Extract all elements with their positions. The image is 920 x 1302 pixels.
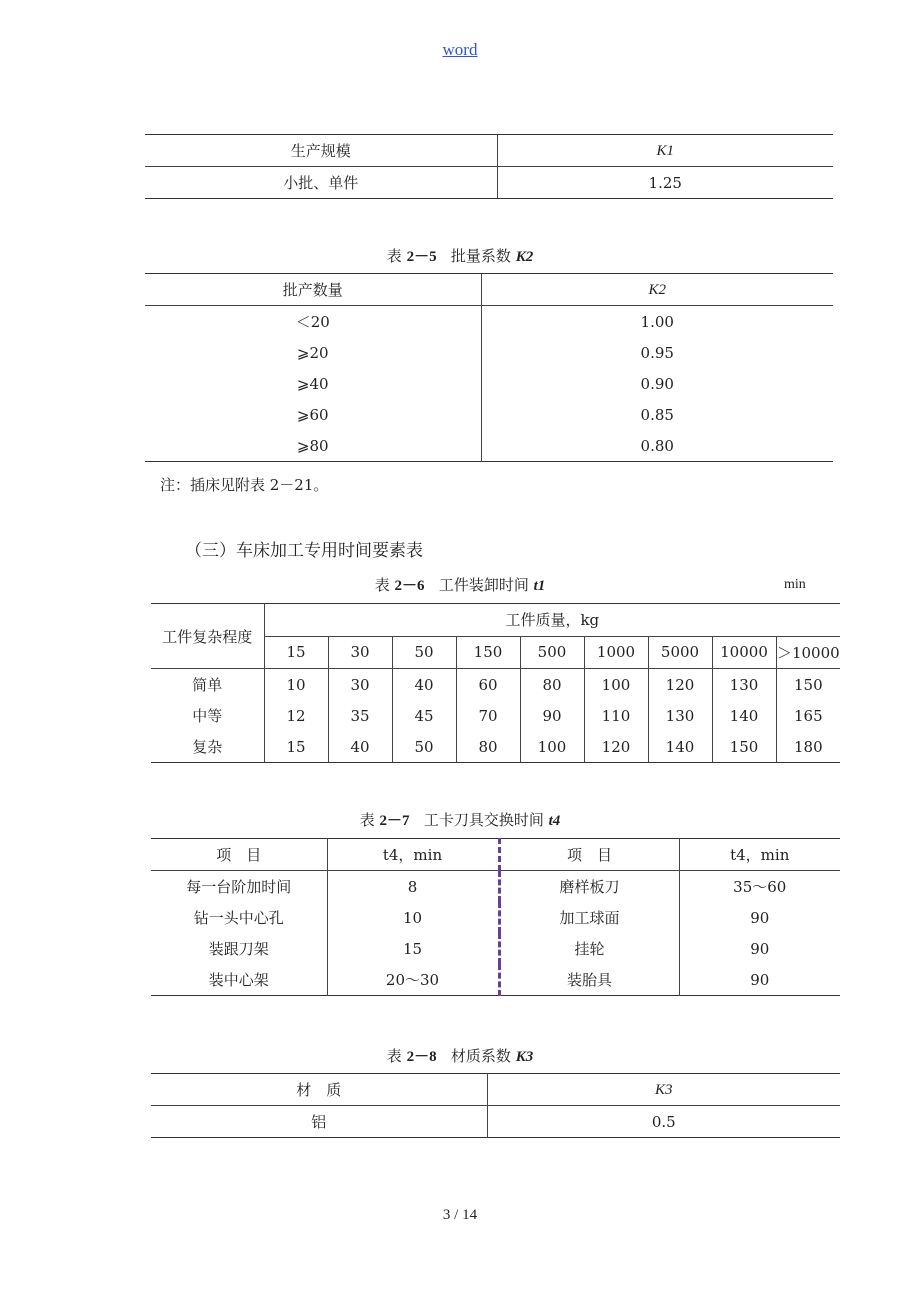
table-cell: ⩾60 (296, 405, 329, 424)
table-cell: 0.80 (481, 430, 833, 462)
weight-cell: ＞10000 (776, 636, 840, 669)
table-row (151, 871, 840, 903)
table-cell: 120 (648, 669, 712, 701)
table-cell: 180 (776, 731, 840, 763)
table-row (145, 337, 833, 368)
caption-variable: t1 (533, 578, 546, 594)
table-cell: 20～30 (327, 964, 499, 996)
header-cell: 批产数量 (282, 281, 343, 299)
page-header (0, 40, 920, 60)
table-cell: ＜20 (145, 306, 481, 338)
table-cell: 40 (392, 669, 456, 701)
weight-cell: 50 (392, 636, 456, 669)
table-row (151, 1106, 840, 1138)
table-header-row (151, 1074, 840, 1106)
header-cell: t4，min (679, 839, 840, 871)
table-cell: 70 (456, 700, 520, 731)
caption-table-2-8 (0, 1045, 920, 1066)
table-row (145, 430, 833, 462)
table-note: 注：插床见附表 2－21。 (160, 476, 329, 494)
row-label: 复杂 (192, 738, 223, 756)
caption-prefix: 表 (374, 576, 390, 594)
table-cell: 15 (327, 933, 499, 964)
table-header-row (151, 604, 840, 637)
table-cell: 80 (520, 669, 584, 701)
row-header-cell: 工件复杂程度 (162, 627, 253, 646)
table-2-7 (151, 838, 840, 996)
caption-number: 2－6 (394, 578, 425, 594)
caption-variable: K2 (515, 249, 534, 265)
table-cell: 80 (456, 731, 520, 763)
table-cell: 90 (679, 933, 840, 964)
caption-text: 工件装卸时间 (438, 576, 529, 594)
table-row (151, 964, 840, 996)
table-cell: 10 (327, 902, 499, 933)
caption-text: 材质系数 (450, 1047, 511, 1065)
row-label: 简单 (151, 669, 264, 701)
table-cell: ⩾40 (296, 374, 329, 393)
table-cell: 100 (584, 669, 648, 701)
table-cell: 130 (648, 700, 712, 731)
table-cell: 90 (679, 964, 840, 996)
table-cell: 40 (328, 731, 392, 763)
row-label: 中等 (192, 707, 223, 725)
table-row (151, 731, 840, 763)
table-header-row (145, 135, 833, 167)
table-cell: 8 (327, 871, 499, 903)
k2-symbol: K2 (648, 282, 666, 298)
table-cell: 150 (712, 731, 776, 763)
table-cell: 140 (648, 731, 712, 763)
table-cell: 12 (264, 700, 328, 731)
table-cell: 加工球面 (499, 902, 679, 933)
table-cell: 0.95 (481, 337, 833, 368)
caption-text: 工卡刀具交换时间 (423, 811, 544, 829)
table-cell: 60 (456, 669, 520, 701)
caption-prefix: 表 (386, 247, 402, 265)
table-cell: 钻一头中心孔 (193, 909, 284, 927)
weight-cell: 500 (520, 636, 584, 669)
table-k1 (145, 134, 833, 199)
table-cell: 每一台阶加时间 (151, 871, 327, 903)
table-cell: 110 (584, 700, 648, 731)
header-link[interactable]: word (442, 40, 478, 59)
header-cell (487, 1074, 840, 1106)
table-cell: 50 (392, 731, 456, 763)
table-row (151, 933, 840, 964)
header-cell: 项 目 (216, 846, 262, 864)
k1-symbol: K1 (656, 143, 674, 159)
header-cell: 生产规模 (290, 142, 351, 160)
header-cell (481, 274, 833, 306)
header-cell: 项 目 (499, 839, 679, 871)
caption-prefix: 表 (359, 811, 375, 829)
caption-number: 2－8 (406, 1049, 437, 1065)
weight-cell: 1000 (584, 636, 648, 669)
table-cell: 35～60 (679, 871, 840, 903)
table-cell: 1.00 (481, 306, 833, 338)
weight-cell: 30 (328, 636, 392, 669)
table-cell: 10 (264, 669, 328, 701)
caption-variable: K3 (515, 1049, 534, 1065)
header-cell (497, 135, 833, 167)
table-cell: 165 (776, 700, 840, 731)
weight-cell: 5000 (648, 636, 712, 669)
caption-table-2-6 (0, 574, 920, 595)
table-cell: 150 (776, 669, 840, 701)
table-header-row (151, 839, 840, 871)
table-cell: 小批、单件 (145, 167, 497, 199)
table-row (151, 669, 840, 701)
table-cell: 15 (264, 731, 328, 763)
table-cell: 0.90 (481, 368, 833, 399)
table-cell: 35 (328, 700, 392, 731)
table-cell: 140 (712, 700, 776, 731)
weight-cell: 15 (264, 636, 328, 669)
caption-prefix: 表 (386, 1047, 402, 1065)
table-cell: 0.5 (487, 1106, 840, 1138)
caption-table-2-5 (0, 245, 920, 266)
table-cell: 磨样板刀 (499, 871, 679, 903)
caption-number: 2－5 (406, 249, 437, 265)
table-cell: 100 (520, 731, 584, 763)
table-cell: 30 (328, 669, 392, 701)
table-cell: 装中心架 (208, 971, 269, 989)
table-cell: 90 (679, 902, 840, 933)
unit-label: min (784, 577, 806, 592)
table-cell: 130 (712, 669, 776, 701)
table-2-8 (151, 1073, 840, 1138)
table-row (151, 902, 840, 933)
weight-cell: 150 (456, 636, 520, 669)
table-cell: 90 (520, 700, 584, 731)
table-row (151, 700, 840, 731)
table-cell: 1.25 (497, 167, 833, 199)
table-cell: 装跟刀架 (208, 940, 269, 958)
header-cell: 材 质 (296, 1081, 342, 1099)
table-cell: 挂轮 (499, 933, 679, 964)
table-row (145, 368, 833, 399)
caption-text: 批量系数 (450, 247, 511, 265)
header-cell: t4，min (327, 839, 499, 871)
table-header-row (145, 274, 833, 306)
page-number: 3 / 14 (442, 1207, 478, 1223)
caption-variable: t4 (548, 813, 561, 829)
table-2-5 (145, 273, 833, 462)
caption-table-2-7 (0, 809, 920, 830)
table-cell: 120 (584, 731, 648, 763)
table-cell: 铝 (151, 1106, 487, 1138)
caption-number: 2－7 (379, 813, 410, 829)
table-cell: ⩾20 (296, 343, 329, 362)
k3-symbol: K3 (654, 1082, 673, 1098)
table-row (145, 167, 833, 199)
table-cell: 装胎具 (499, 964, 679, 996)
table-cell: 45 (392, 700, 456, 731)
group-header-cell: 工件质量，kg (264, 604, 840, 637)
table-cell: 0.85 (481, 399, 833, 430)
table-row (145, 306, 833, 338)
section-title: （三）车床加工专用时间要素表 (185, 541, 423, 561)
table-2-6 (151, 603, 840, 763)
table-cell: ⩾80 (296, 436, 329, 455)
weight-cell: 10000 (712, 636, 776, 669)
table-row (145, 399, 833, 430)
